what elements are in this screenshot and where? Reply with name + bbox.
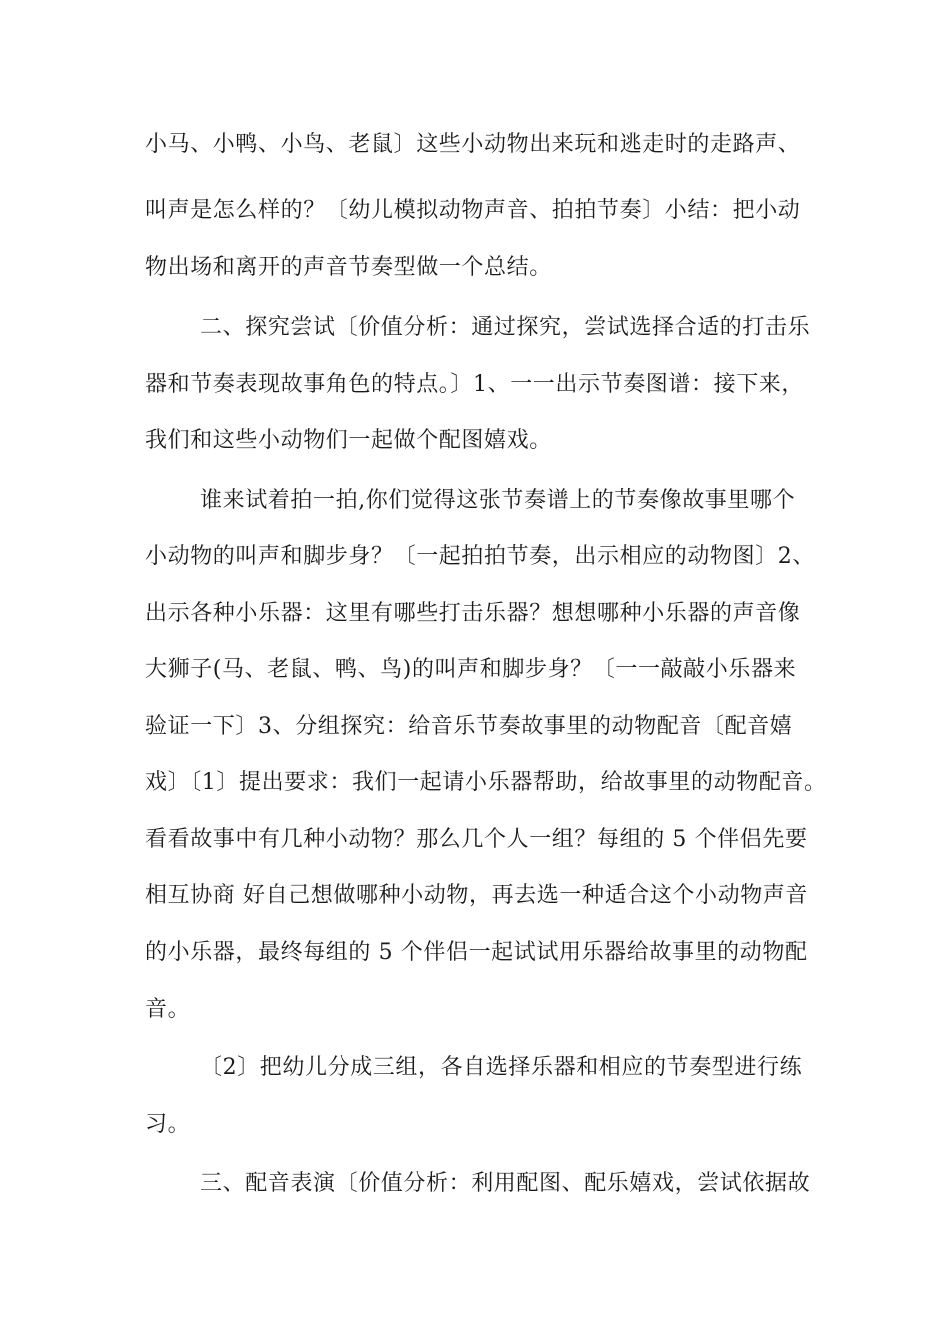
paragraph-first-line: 三、配音表演〔价值分析：利用配图、配乐嬉戏，尝试依据故 bbox=[200, 1171, 811, 1196]
text-line: 戏〕〔1〕提出要求：我们一起请小乐器帮助，给故事里的动物配音。 bbox=[145, 770, 827, 795]
text-line: 小动物的叫声和脚步身？〔一起拍拍节奏，出示相应的动物图〕2、 bbox=[145, 544, 815, 569]
text-line: 音。 bbox=[145, 997, 191, 1022]
paragraph-first-line: 谁来试着拍一拍,你们觉得这张节奏谱上的节奏像故事里哪个 bbox=[200, 488, 796, 513]
text-line: 看看故事中有几种小动物？那么几个人一组？每组的 5 个伴侣先要 bbox=[145, 827, 808, 852]
text-line: 出示各种小乐器：这里有哪些打击乐器？想想哪种小乐器的声音像 bbox=[145, 601, 801, 626]
text-line: 叫声是怎么样的？〔幼儿模拟动物声音、拍拍节奏〕小结：把小动 bbox=[145, 198, 801, 223]
text-line: 的小乐器，最终每组的 5 个伴侣一起试试用乐器给故事里的动物配 bbox=[145, 940, 808, 965]
text-line: 相互协商 好自己想做哪种小动物，再去选一种适合这个小动物声音 bbox=[145, 883, 808, 908]
text-line: 习。 bbox=[145, 1112, 191, 1137]
text-line: 小马、小鸭、小鸟、老鼠〕这些小动物出来玩和逃走时的走路声、 bbox=[145, 132, 801, 157]
text-line: 大狮子(马、老鼠、鸭、鸟)的叫声和脚步身？〔一一敲敲小乐器来 bbox=[145, 657, 797, 682]
paragraph-first-line: 二、探究尝试〔价值分析：通过探究，尝试选择合适的打击乐 bbox=[200, 315, 811, 340]
text-line: 物出场和离开的声音节奏型做一个总结。 bbox=[145, 255, 552, 280]
text-line: 器和节奏表现故事角色的特点。〕1、一一出示节奏图谱：接下来， bbox=[145, 372, 804, 397]
text-line: 验证一下〕3、分组探究：给音乐节奏故事里的动物配音〔配音嬉 bbox=[145, 714, 793, 739]
paragraph-first-line: 〔2〕把幼儿分成三组，各自选择乐器和相应的节奏型进行练 bbox=[200, 1055, 803, 1080]
text-line: 我们和这些小动物们一起做个配图嬉戏。 bbox=[145, 428, 552, 453]
